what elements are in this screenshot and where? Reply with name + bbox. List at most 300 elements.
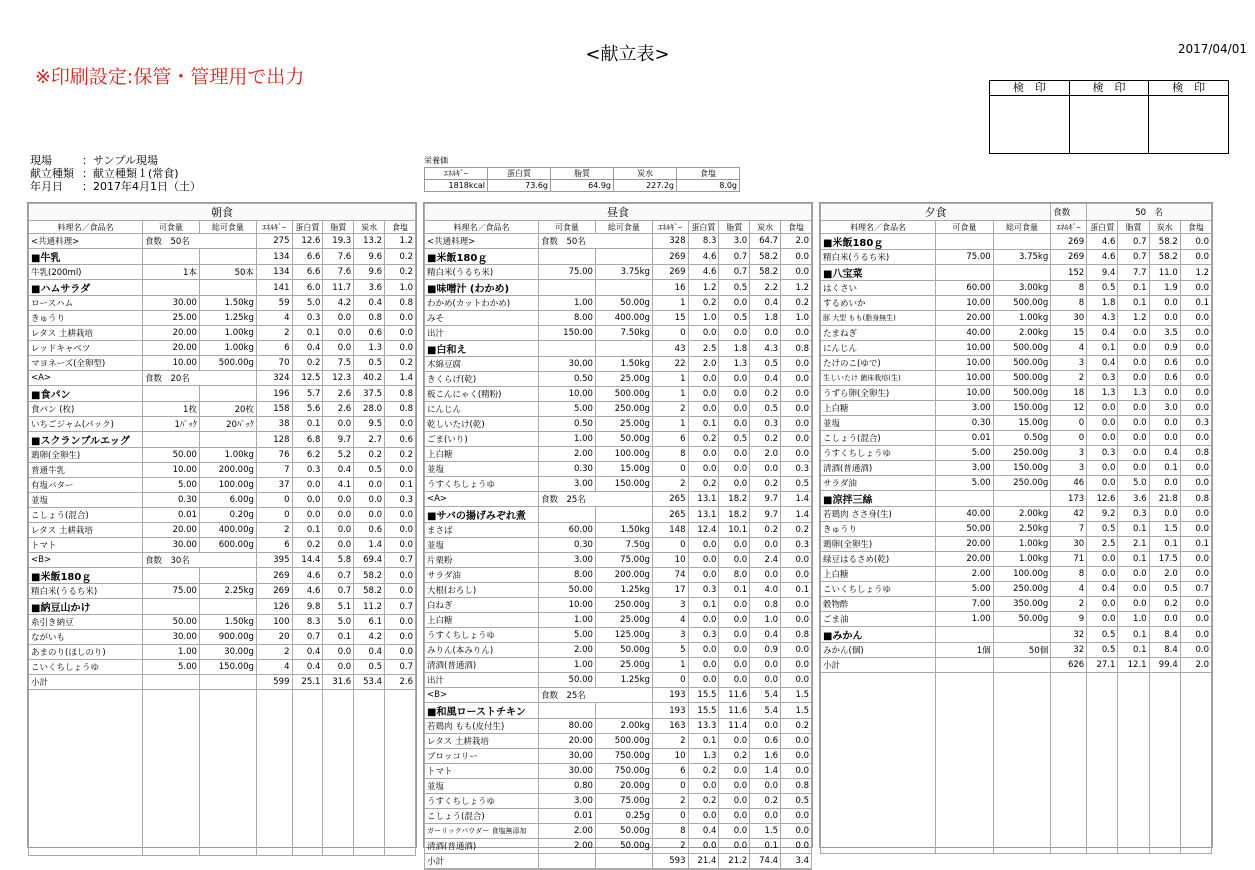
nutrient-cell: 7.7 (1118, 265, 1149, 281)
nutrient-cell: 1.4 (781, 507, 812, 523)
item-name: わかめ(カットわかめ) (425, 296, 539, 311)
column-header: 料理名／食品名 (821, 221, 936, 234)
nutrient-cell: 0.0 (385, 568, 416, 584)
nutrient-cell: 0.5 (1087, 643, 1118, 658)
nutrient-cell: 0.0 (750, 719, 781, 734)
quantity-cell: 20.00 (142, 341, 199, 356)
quantity-cell (142, 386, 199, 402)
quantity-cell: 50.00g (595, 643, 652, 658)
nutrient-cell: 0.0 (781, 809, 812, 824)
column-header: 総可食量 (595, 221, 652, 234)
nutrient-cell: 0.0 (719, 764, 750, 779)
nutrient-cell: 0.1 (1180, 537, 1211, 552)
quantity-cell: 1枚 (142, 402, 199, 417)
ingredient-row (425, 477, 812, 492)
nutrient-cell: 2 (652, 794, 688, 809)
dish-row (29, 386, 416, 402)
quantity-cell: 5.00 (936, 446, 994, 461)
nutrient-cell: 0.0 (719, 477, 750, 492)
nutrient-cell: 76 (256, 448, 292, 463)
ingredient-row (425, 462, 812, 477)
nutrient-cell: 0.3 (1180, 416, 1211, 431)
quantity-cell: 20.00 (936, 537, 994, 552)
ingredient-row (425, 839, 812, 854)
nutrient-cell: 3.6 (354, 280, 385, 296)
ingredient-row (821, 250, 1212, 265)
quantity-cell: 1.00kg (199, 448, 256, 463)
nutrient-cell: 21.4 (688, 854, 719, 869)
nutrient-cell: 4.6 (688, 265, 719, 280)
nutrient-cell: 2.6 (385, 675, 416, 690)
nutrient-cell: 0.1 (292, 417, 323, 432)
nutrient-cell: 0.8 (1180, 446, 1211, 461)
quantity-cell (993, 627, 1051, 643)
quantity-cell (993, 491, 1051, 507)
ingredient-row (821, 401, 1212, 416)
nutrient-cell: 0.0 (688, 568, 719, 583)
quantity-cell: 15.00g (993, 416, 1051, 431)
nutrient-cell: 0.2 (688, 794, 719, 809)
nutrient-cell: 0.0 (781, 553, 812, 568)
stamp-label: 検 印 (990, 81, 1069, 96)
empty-cell (936, 673, 994, 854)
nutrient-cell: 0.7 (323, 584, 354, 599)
ingredient-row (821, 476, 1212, 491)
stamp-box (1149, 81, 1228, 153)
item-name: うずら卵(全卵生) (821, 386, 936, 401)
item-name: ■米飯180ｇ (29, 568, 143, 584)
nutrient-cell: 10 (652, 553, 688, 568)
quantity-cell (142, 280, 199, 296)
nutrient-cell: 9.6 (354, 249, 385, 265)
ingredient-row (425, 779, 812, 794)
quantity-cell: 20ﾊﾟｯｸ (199, 417, 256, 432)
nutrient-cell: 3 (652, 598, 688, 613)
nutrient-cell: 0.0 (1118, 341, 1149, 356)
quantity-cell (142, 599, 199, 615)
nutrient-cell: 2.1 (1118, 537, 1149, 552)
quantity-cell: 0.50 (538, 372, 595, 387)
quantity-cell (993, 265, 1051, 281)
nutrient-cell: 0.0 (688, 326, 719, 341)
group-count: 食数 25名 (538, 688, 652, 703)
item-name: 並塩 (425, 462, 539, 477)
nutrient-cell: 0.0 (781, 432, 812, 447)
nutrient-cell: 0.0 (781, 613, 812, 628)
dish-row (29, 249, 416, 265)
nutrient-cell: 0.0 (354, 493, 385, 508)
nutrient-cell: 13.3 (688, 719, 719, 734)
quantity-cell: 500.00g (993, 296, 1051, 311)
nutrient-cell: 0.0 (719, 643, 750, 658)
item-name: 出汁 (425, 673, 539, 688)
quantity-cell: 500.00g (199, 356, 256, 371)
quantity-cell (595, 341, 652, 357)
column-header: 蛋白質 (688, 221, 719, 234)
nutrient-cell: 7.5 (323, 356, 354, 371)
nutrient-cell: 4 (1051, 341, 1087, 356)
nutrient-cell: 2 (256, 645, 292, 660)
nutrient-cell: 0.0 (1087, 476, 1118, 491)
nutrient-cell: 0.0 (1180, 401, 1211, 416)
nutrient-cell: 0.0 (1118, 597, 1149, 612)
ingredient-row (29, 615, 416, 630)
nutrient-cell: 1.8 (1087, 296, 1118, 311)
ingredient-row (821, 567, 1212, 582)
ingredient-row (425, 372, 812, 387)
ingredient-row (425, 824, 812, 839)
dish-row (425, 249, 812, 265)
ingredient-row (425, 568, 812, 583)
item-name: 精白米(うるち米) (425, 265, 539, 280)
nutrient-cell: 269 (652, 265, 688, 280)
nutrient-cell: 1 (652, 387, 688, 402)
nutrient-cell: 2.6 (323, 386, 354, 402)
nutrient-cell: 30 (1051, 537, 1087, 552)
empty-row (821, 673, 1212, 854)
empty-cell (1051, 673, 1087, 854)
nutrient-cell: 0.2 (750, 523, 781, 538)
item-name: レッドキャベツ (29, 341, 143, 356)
date-label: 年月日 (30, 180, 63, 193)
column-header: 脂質 (719, 221, 750, 234)
dish-row (29, 280, 416, 296)
ingredient-row (425, 553, 812, 568)
nutrient-cell: 8 (1051, 567, 1087, 582)
nutrient-cell: 0.0 (719, 779, 750, 794)
nutrient-cell: 0 (652, 538, 688, 553)
nutrient-cell: 0.0 (385, 463, 416, 478)
item-name: トマト (425, 764, 539, 779)
nutrient-cell: 0.0 (1087, 416, 1118, 431)
meal-title: 夕食 (821, 204, 1051, 221)
site-label: 現場 (30, 154, 52, 167)
quantity-cell (595, 854, 652, 869)
nutrient-cell: 0.0 (719, 824, 750, 839)
nutrient-cell: 0.0 (1149, 386, 1180, 401)
nutrient-cell: 0.0 (719, 628, 750, 643)
quantity-cell: 3.00 (538, 477, 595, 492)
nutrient-cell: 4.6 (688, 249, 719, 265)
nutrient-cell: 2 (652, 477, 688, 492)
quantity-cell (538, 703, 595, 719)
nutrition-table (424, 167, 740, 192)
nutrient-cell: 0.0 (719, 839, 750, 854)
nutrient-cell: 0.0 (1180, 567, 1211, 582)
ingredient-row (29, 660, 416, 675)
quantity-cell: 7.50g (595, 538, 652, 553)
quantity-cell: 1.25kg (595, 673, 652, 688)
quantity-cell: 20.00 (936, 552, 994, 567)
nutrient-cell: 158 (256, 402, 292, 417)
nutrient-cell: 265 (652, 492, 688, 507)
empty-cell (1149, 673, 1180, 854)
group-row (29, 553, 416, 568)
nutrient-cell: 1.0 (688, 311, 719, 326)
nutrient-cell: 0.2 (385, 356, 416, 371)
dish-row (29, 599, 416, 615)
nutrient-cell: 32 (1051, 643, 1087, 658)
nutrient-cell: 0.0 (385, 645, 416, 660)
nutrient-cell: 0.6 (1149, 371, 1180, 386)
nutrient-cell: 0.0 (323, 493, 354, 508)
nutrient-cell: 64.7 (750, 234, 781, 249)
nutrient-cell: 3 (652, 628, 688, 643)
item-name: 小計 (425, 854, 539, 869)
nutrient-cell: 1.6 (750, 749, 781, 764)
quantity-cell: 2.00 (538, 839, 595, 854)
nutrient-cell: 5.0 (292, 296, 323, 311)
nutrient-cell: 5.8 (323, 553, 354, 568)
quantity-cell (142, 249, 199, 265)
nutrient-cell: 0.6 (750, 734, 781, 749)
item-name: ■八宝菜 (821, 265, 936, 281)
nutrient-cell: 0.0 (750, 809, 781, 824)
ingredient-row (425, 311, 812, 326)
item-name: 白ねぎ (425, 598, 539, 613)
nutrient-cell: 269 (256, 568, 292, 584)
nutrient-cell: 0.0 (781, 658, 812, 673)
ingredient-row (425, 417, 812, 432)
nutrient-cell: 0.0 (719, 417, 750, 432)
quantity-cell: 30.00 (538, 357, 595, 372)
quantity-cell: 1ﾊﾟｯｸ (142, 417, 199, 432)
menu-type-value: ：献立種類１(常食) (82, 167, 179, 180)
nutrient-cell: 5.0 (323, 615, 354, 630)
nutrition-value: 1818kcal (425, 180, 488, 192)
column-header: 可食量 (538, 221, 595, 234)
quantity-cell (199, 386, 256, 402)
ingredient-row (821, 371, 1212, 386)
nutrient-cell: 0.0 (1180, 431, 1211, 446)
item-name: こしょう(混合) (29, 508, 143, 523)
group-row (29, 234, 416, 249)
item-name: 並塩 (425, 538, 539, 553)
nutrient-cell: 193 (652, 688, 688, 703)
nutrient-cell: 0 (256, 493, 292, 508)
empty-cell (385, 690, 416, 856)
item-name: 若鶏肉 もも(皮付生) (425, 719, 539, 734)
column-header: 蛋白質 (1087, 221, 1118, 234)
empty-cell (29, 690, 143, 856)
quantity-cell: 500.00g (993, 386, 1051, 401)
quantity-cell (993, 234, 1051, 250)
quantity-cell: 3.75kg (993, 250, 1051, 265)
print-setting-notice: ※印刷設定:保管・管理用で出力 (35, 66, 305, 88)
column-header: ｴﾈﾙｷﾞｰ (1051, 221, 1087, 234)
nutrient-cell: 0.5 (1149, 582, 1180, 597)
nutrient-cell: 173 (1051, 491, 1087, 507)
nutrient-cell: 0.0 (719, 553, 750, 568)
nutrient-cell: 30 (1051, 311, 1087, 326)
nutrient-cell: 324 (256, 371, 292, 386)
item-name: みかん(個) (821, 643, 936, 658)
item-name: 牛乳(200ml) (29, 265, 143, 280)
quantity-cell: 150.00g (595, 477, 652, 492)
nutrient-cell: 0.4 (292, 660, 323, 675)
ingredient-row (425, 296, 812, 311)
group-row (425, 492, 812, 507)
nutrient-cell: 13.1 (688, 492, 719, 507)
quantity-cell: 50.00 (142, 448, 199, 463)
nutrient-cell: 0.4 (688, 824, 719, 839)
nutrient-cell: 11.0 (1149, 265, 1180, 281)
group-name: <B> (425, 688, 539, 703)
empty-cell (821, 673, 936, 854)
nutrient-cell: 2.0 (750, 447, 781, 462)
ingredient-row (821, 446, 1212, 461)
nutrient-cell: 0.0 (750, 658, 781, 673)
ingredient-row (29, 584, 416, 599)
nutrient-cell: 0.1 (1149, 461, 1180, 476)
nutrient-cell: 0.8 (750, 598, 781, 613)
nutrient-cell: 0.0 (781, 673, 812, 688)
nutrient-cell: 0.7 (323, 568, 354, 584)
nutrient-cell: 0.0 (323, 538, 354, 553)
nutrient-cell: 0.0 (1180, 341, 1211, 356)
nutrient-cell: 1.2 (1180, 265, 1211, 281)
quantity-cell: 2.00 (538, 447, 595, 462)
nutrient-cell: 0.5 (781, 794, 812, 809)
ingredient-row (425, 357, 812, 372)
ingredient-row (425, 387, 812, 402)
nutrient-cell: 0.0 (781, 749, 812, 764)
quantity-cell: 20.00 (142, 523, 199, 538)
quantity-cell: 75.00g (595, 794, 652, 809)
nutrient-cell: 0.0 (750, 326, 781, 341)
ingredient-row (425, 432, 812, 447)
nutrient-cell: 395 (256, 553, 292, 568)
nutrient-cell: 0.0 (781, 734, 812, 749)
item-name: 出汁 (425, 326, 539, 341)
empty-row (425, 869, 812, 870)
nutrient-cell: 1 (652, 417, 688, 432)
nutrient-cell: 12.5 (292, 371, 323, 386)
nutrient-cell: 0.0 (385, 341, 416, 356)
nutrient-cell: 6.6 (292, 265, 323, 280)
item-name: レタス 土耕栽培 (425, 734, 539, 749)
nutrient-cell: 4.1 (323, 478, 354, 493)
quantity-cell: 30.00 (142, 630, 199, 645)
item-name: 大根(おろし) (425, 583, 539, 598)
quantity-cell: 10.00 (936, 371, 994, 386)
quantity-cell: 2.00kg (993, 507, 1051, 522)
nutrient-cell: 0.0 (1149, 296, 1180, 311)
nutrient-cell: 0.0 (688, 658, 719, 673)
nutrient-cell: 0.4 (750, 628, 781, 643)
quantity-cell: 250.00g (993, 446, 1051, 461)
nutrient-cell: 8 (1051, 296, 1087, 311)
nutrient-cell: 0.0 (323, 523, 354, 538)
menu-type-label: 献立種類 (30, 167, 74, 180)
nutrient-cell: 6.2 (292, 448, 323, 463)
ingredient-row (821, 296, 1212, 311)
item-name: きゅうり (29, 311, 143, 326)
quantity-cell: 0.25g (595, 809, 652, 824)
item-name: ながいも (29, 630, 143, 645)
quantity-cell: 150.00 (538, 326, 595, 341)
nutrient-cell: 0.8 (1180, 491, 1211, 507)
nutrient-cell: 0.0 (385, 417, 416, 432)
nutrition-value: 64.9g (551, 180, 614, 192)
nutrient-cell: 0.0 (719, 673, 750, 688)
nutrient-cell: 0.0 (781, 265, 812, 280)
quantity-cell: 5.00 (142, 478, 199, 493)
nutrient-cell: 1.8 (750, 311, 781, 326)
nutrient-cell: 0.0 (292, 493, 323, 508)
nutrient-cell: 0.8 (385, 386, 416, 402)
column-header: 脂質 (323, 221, 354, 234)
nutrient-cell: 5.0 (1118, 476, 1149, 491)
quantity-cell: 75.00 (142, 584, 199, 599)
nutrition-header: 炭水 (614, 168, 677, 180)
nutrient-cell: 37 (256, 478, 292, 493)
nutrient-cell: 0.0 (781, 417, 812, 432)
nutrient-cell: 0.2 (781, 523, 812, 538)
nutrient-cell: 8.4 (1149, 643, 1180, 658)
nutrient-cell: 0.0 (1118, 431, 1149, 446)
nutrient-cell: 0.1 (1118, 643, 1149, 658)
column-header: 可食量 (936, 221, 994, 234)
nutrient-cell: 0.3 (781, 538, 812, 553)
nutrient-cell: 0.0 (354, 508, 385, 523)
nutrient-cell: 0.0 (1180, 522, 1211, 537)
nutrient-cell: 0.0 (719, 658, 750, 673)
item-name: 小計 (821, 658, 936, 673)
quantity-cell (538, 507, 595, 523)
nutrient-cell: 2 (256, 326, 292, 341)
quantity-cell (936, 234, 994, 250)
nutrient-cell: 0.5 (719, 432, 750, 447)
quantity-cell: 125.00g (595, 628, 652, 643)
column-header: ｴﾈﾙｷﾞｰ (652, 221, 688, 234)
meal-count: 50 名 (1087, 204, 1212, 221)
quantity-cell (936, 491, 994, 507)
nutrient-cell: 9.8 (292, 599, 323, 615)
nutrient-cell: 2.7 (354, 432, 385, 448)
quantity-cell: 50.00g (595, 432, 652, 447)
nutrient-cell: 11.4 (719, 719, 750, 734)
nutrient-cell: 5.1 (323, 599, 354, 615)
item-name: 穀物酢 (821, 597, 936, 612)
nutrient-cell: 0.1 (688, 734, 719, 749)
item-name: レタス 土耕栽培 (29, 326, 143, 341)
quantity-cell: 5.00 (142, 660, 199, 675)
nutrient-cell: 2 (652, 402, 688, 417)
quantity-cell: 50.00 (538, 673, 595, 688)
item-name: 豚 大型 もも(脂身無生) (821, 311, 936, 326)
nutrient-cell: 20 (256, 630, 292, 645)
quantity-cell: 100.00g (993, 567, 1051, 582)
nutrient-cell: 0.0 (1118, 446, 1149, 461)
nutrient-cell: 128 (256, 432, 292, 448)
nutrient-cell: 1.3 (688, 749, 719, 764)
quantity-cell: 5.00 (936, 582, 994, 597)
nutrient-cell: 0.0 (1180, 386, 1211, 401)
nutrient-cell: 0.6 (1149, 356, 1180, 371)
nutrient-cell: 0 (652, 462, 688, 477)
nutrient-cell: 3 (1051, 356, 1087, 371)
nutrient-cell: 0.0 (750, 538, 781, 553)
item-name: ■食パン (29, 386, 143, 402)
quantity-cell (199, 675, 256, 690)
nutrient-cell: 126 (256, 599, 292, 615)
item-name: こいくちしょうゆ (29, 660, 143, 675)
nutrient-cell: 70 (256, 356, 292, 371)
ingredient-row (821, 537, 1212, 552)
item-name: 並塩 (29, 493, 143, 508)
quantity-cell: 10.00 (936, 356, 994, 371)
